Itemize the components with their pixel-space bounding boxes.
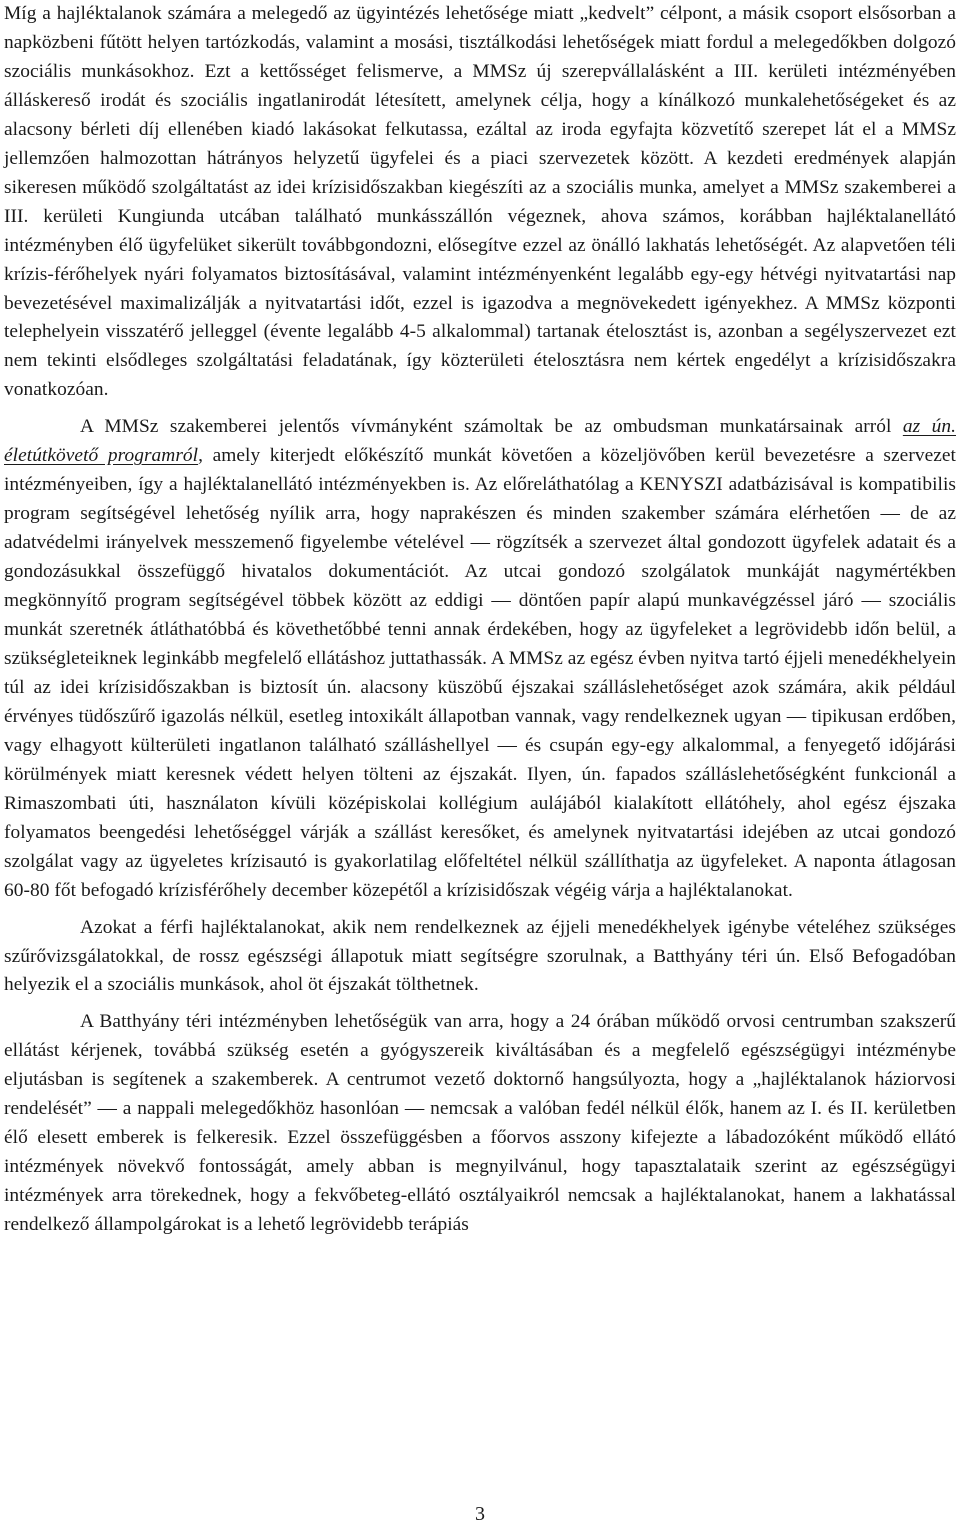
paragraph-4: A Batthyány téri intézményben lehetőségük van arra, hogy a 24 órában működő orvosi centrumban szakszerű ellátást kérjenek, továbbá szükség esetén a gyógyszereik kiváltásában és a megfelelő egészségügyi intézménybe eljutásban is segítenek a szakemberek. A centrumot vezető doktornő hangsúlyozta, hogy a „hajléktalanok háziorvosi rendelését” — a nappali melegedőkhöz hasonlóan — nemcsak a valóban fedél nélkül élők, hanem az I. és II. kerületben élő elesett emberek is felkeresik. Ezzel összefüggésben a főorvos asszony kifejezte a lábadozóként működő ellátó intézmények növekvő fontosságát, amely abban is megnyilvánul, hogy tapasztalataik szerint az egészségügyi intézmények arra törekednek, hogy a fekvőbeteg-ellátó osztályaikról nemcsak a hajléktalanokat, hanem a lakhatással rendelkező állampolgárokat is a lehető legrövidebb terápiás xyxy=(4,1011,956,1236)
paragraph-1: Míg a hajléktalanok számára a melegedő az ügyintézés lehetősége miatt „kedvelt” célpont, a másik csoport elsősorban a napközbeni fűtött helyen tartózkodás, valamint a mosási, tisztálkodási lehetőségek miatt fordul a melegedőkben dolgozó szociális munkásokhoz. Ezt a kettősséget felismerve, a MMSz új szerepvállalásként a III. kerületi intézményében álláskereső irodát és szociális ingatlanirodát létesített, amelynek célja, hogy a kínálkozó munkalehetőségeket és az alacsony bérleti díj ellenében kiadó lakásokat felkutassa, ezáltal az iroda egyfajta közvetítő szerepet lát el a MMSz jellemzően halmozottan hátrányos helyzetű ügyfelei és a piaci szervezetek között. A kezdeti eredmények alapján sikeresen működő szolgáltatást az idei krízisidőszakban kiegészíti az a szociális munka, amelyet a MMSz szakemberei a III. kerületi Kungiunda utcában található munkásszállón végeznek, ahova számos, korábban hajléktalanellátó intézményben élő ügyfelüket sikerült továbbgondozni, elősegítve ezzel az önálló lakhatás lehetőségét. Az alapvetően téli krízis-férőhelyek nyári folyamatos biztosításával, valamint intézményenként legalább egy-egy hétvégi nyitvatartási nap bevezetésével maximalizálják a nyitvatartási időt, ezzel is igazodva a megnövekedett igényekhez. A MMSz központi telephelyein visszatérő jelleggel (évente legalább 4-5 alkalommal) tartanak ételosztást is, azonban a segélyszervezet ezt nem tekinti elsődleges szolgáltatási feladatának, így közterületi ételosztásra nem kértek engedélyt a krízisidőszakra vonatkozóan. xyxy=(4,3,956,401)
paragraph-2-emphasis: az ún. életútkövető programról xyxy=(4,416,956,467)
body-text xyxy=(4,0,956,1240)
paragraph-3: Azokat a férfi hajléktalanokat, akik nem rendelkeznek az éjjeli menedékhelyek igénybe vételéhez szükséges szűrővizsgálatokkal, de rossz egészségi állapotuk miatt segítségre szorulnak, a Batthyány téri ún. Első Befogadóban helyezik el a szociális munkások, ahol öt éjszakát tölthetnek. xyxy=(4,916,956,996)
paragraph-2-after: , amely kiterjedt előkészítő munkát követően a közeljövőben kerül bevezetésre a szervezet intézményeiben, így a hajléktalanellátó intézményekben is. Az előreláthatólag a KENYSZI adatbázisával is kompatibilis program segítségével lehetőség nyílik arra, hogy naprakészen és minden szakember számára elérhetően — de az adatvédelmi irányelvek messzemenő figyelembe vételével — rögzítsék a szervezet által gondozott ügyfelek adatait és a gondozásukkal összefüggő hivatalos dokumentációt. Az utcai gondozó szolgálatok munkáját nagymértékben megkönnyítő program segítségével többek között az eddigi — döntően papír alapú munkavégzéssel járó — szociális munkát szeretnék átláthatóbbá és követhetőbbé tenni annak érdekében, hogy az ügyfeleket a legrövidebb időn belül, a szükségleteiknek leginkább megfelelő ellátáshoz juttathassák. A MMSz az egész évben nyitva tartó éjjeli menedékhelyein túl az idei krízisidőszakban is biztosít ún. alacsony küszöbű éjszakai szálláslehetőséget azok számára, akik például érvényes tüdőszűrő igazolás nélkül, esetleg intoxikált állapotban vannak, vagy rendelkeznek ugyan — tipikusan erdőben, vagy elhagyott külterületi ingatlanon található szálláshellyel — és csupán egy-egy alkalommal, a fenyegető időjárási körülmények miatt keresnek védett helyen tölteni az éjszakát. Ilyen, ún. fapados szálláslehetőségként funkcionál a Rimaszombati úti, használaton kívüli középiskolai kollégium aulájából kialakított ellátóhely, ahol egész éjszaka folyamatos beengedési lehetőséggel várják a szállást keresőket, és amelynek nyitvatartási idejében az utcai gondozó szolgálat vagy az ügyeletes krízisautó is gyakorlatilag előfeltétel nélkül szállíthatja az ügyfeleket. A naponta átlagosan 60-80 főt befogadó krízisférőhely december közepétől a krízisidőszak végéig várja a hajléktalanokat. xyxy=(4,445,956,901)
paragraph-2 xyxy=(4,413,956,905)
page-number: 3 xyxy=(475,1503,485,1525)
paragraph-2-before: A MMSz szakemberei jelentős vívmányként számoltak be az ombudsman munkatársainak arról xyxy=(80,416,903,438)
